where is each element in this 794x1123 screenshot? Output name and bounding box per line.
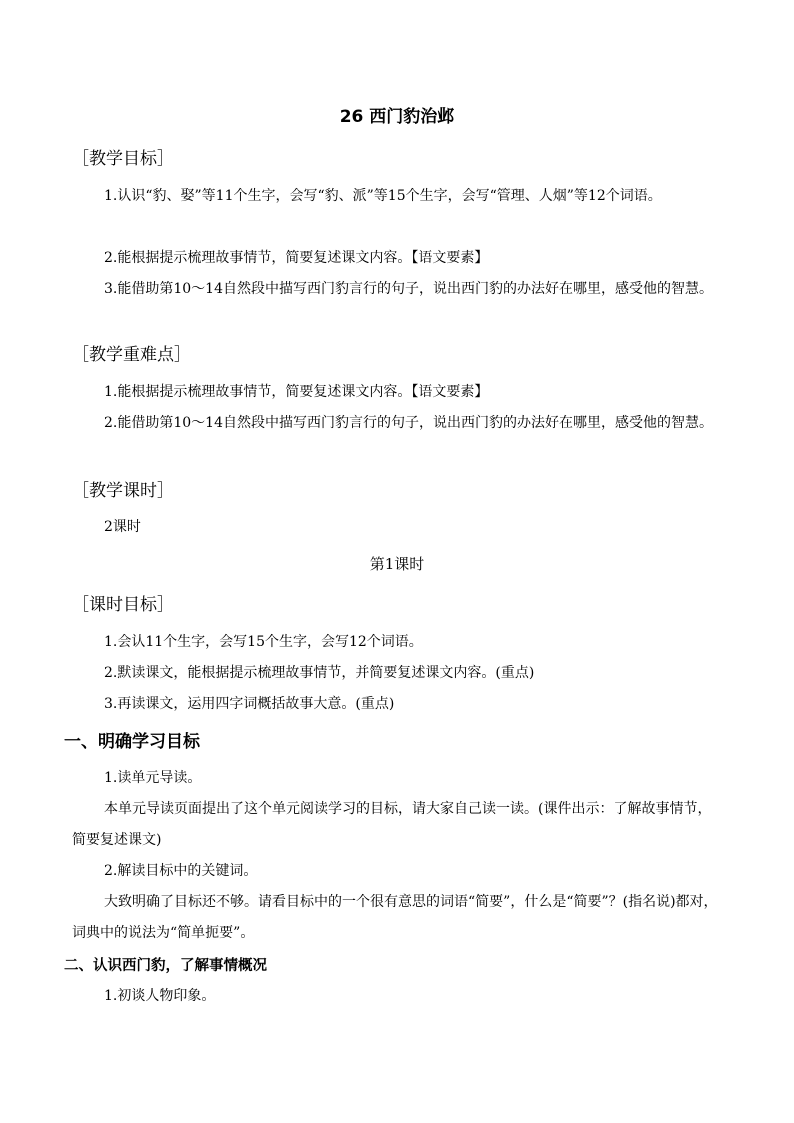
section-heading-key-points: ［教学重难点］ (72, 345, 191, 365)
part2-item-1: 1.初谈人物印象。 (104, 988, 216, 1004)
section-heading-class-hours: ［教学课时］ (72, 481, 174, 501)
part1-item-4: 大致明确了目标还不够。请看目标中的一个很有意思的词语“简要”，什么是“简要”？(指名说)都对，词典中的说法为“简单扼要”。 (72, 894, 718, 941)
lesson-goal-item-2: 2.默读课文，能根据提示梳理故事情节，并简要复述课文内容。(重点) (104, 665, 535, 681)
keypoint-item-1: 1.能根据提示梳理故事情节，简要复述课文内容。【语文要素】 (104, 384, 489, 400)
keypoint-item-2: 2.能借助第10～14自然段中描写西门豹言行的句子，说出西门豹的办法好在哪里，感受他的智慧。 (104, 415, 713, 431)
goal-item-1: 1.认识“豹、娶”等11个生字，会写“豹、派”等15个生字，会写“管理、人烟”等12个词语。 (104, 188, 662, 204)
part1-item-1: 1.读单元导读。 (104, 770, 202, 786)
part1-item-3: 2.解读目标中的关键词。 (104, 863, 258, 879)
lesson-heading: 第1课时 (369, 555, 425, 573)
document-title: 26 西门豹治邺 (339, 107, 455, 127)
lesson-goal-item-3: 3.再读课文，运用四字词概括故事大意。(重点) (104, 696, 395, 712)
section-heading-teaching-goals: ［教学目标］ (72, 149, 174, 169)
part1-item-2: 本单元导读页面提出了这个单元阅读学习的目标，请大家自己读一读。(课件出示：了解故事情节，简要复述课文) (72, 801, 712, 848)
section-heading-part-1: 一、明确学习目标 (64, 732, 200, 752)
lesson-goal-item-1: 1.会认11个生字，会写15个生字，会写12个词语。 (104, 634, 423, 650)
section-heading-part-2: 二、认识西门豹，了解事情概况 (64, 958, 267, 974)
class-hours-text: 2课时 (104, 519, 141, 535)
goal-item-3: 3.能借助第10～14自然段中描写西门豹言行的句子，说出西门豹的办法好在哪里，感受他的智慧。 (104, 281, 713, 297)
section-heading-lesson-goals: ［课时目标］ (72, 595, 174, 615)
goal-item-2: 2.能根据提示梳理故事情节，简要复述课文内容。【语文要素】 (104, 250, 489, 266)
